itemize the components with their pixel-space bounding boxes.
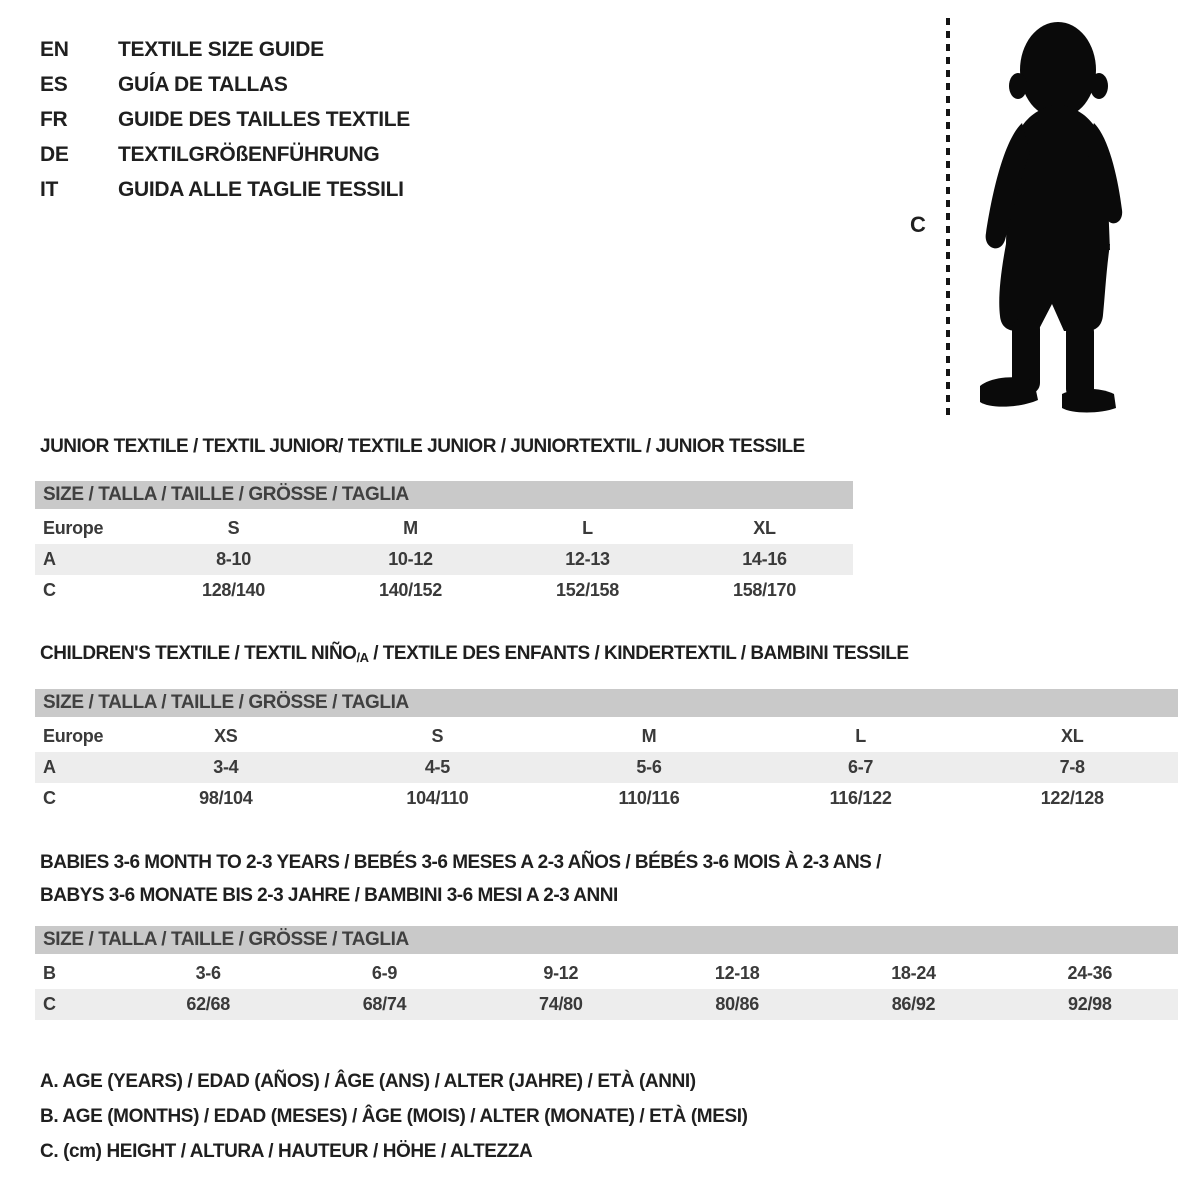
language-row-fr	[40, 102, 410, 137]
size-header-label: SIZE / TALLA / TAILLE / GRÖSSE / TAGLIA	[43, 929, 409, 950]
children-title-post: / TEXTILE DES ENFANTS / KINDERTEXTIL / BAMBINI TESSILE	[368, 643, 909, 664]
size-cell: L	[582, 518, 593, 538]
age-cell: 12-13	[565, 549, 610, 569]
size-cell: S	[227, 518, 240, 538]
language-label: TEXTILE SIZE GUIDE	[118, 37, 324, 61]
age-cell: 7-8	[1059, 757, 1085, 777]
age-cell: 5-6	[636, 757, 662, 777]
table-row-height	[35, 783, 1178, 814]
children-size-table	[35, 689, 1178, 814]
language-code: DE	[40, 142, 69, 166]
language-code: ES	[40, 72, 68, 96]
size-cell: M	[641, 726, 657, 746]
age-cell: 14-16	[742, 549, 787, 569]
height-cell: 116/122	[829, 788, 892, 808]
language-code: FR	[40, 107, 68, 131]
legend-line-a: A. AGE (YEARS) / EDAD (AÑOS) / ÂGE (ANS) / ALTER (JAHRE) / ETÀ (ANNI)	[40, 1071, 696, 1092]
legend-line-c: C. (cm) HEIGHT / ALTURA / HAUTEUR / HÖHE / ALTEZZA	[40, 1141, 533, 1162]
size-header-bar	[35, 689, 1178, 717]
table-row-height	[35, 989, 1178, 1020]
age-cell: 8-10	[216, 549, 251, 569]
height-cell: 152/158	[556, 580, 619, 600]
age-cell: 6-7	[848, 757, 874, 777]
table-row-age	[35, 752, 1178, 783]
height-measure-dashed-line	[946, 18, 950, 416]
measurement-legend	[40, 1064, 748, 1169]
age-cell: 10-12	[388, 549, 433, 569]
table-row-months	[35, 958, 1178, 989]
size-cell: XL	[753, 518, 776, 538]
row-label: Europe	[43, 726, 104, 746]
height-cell: 98/104	[199, 788, 253, 808]
age-cell: 3-4	[213, 757, 239, 777]
language-label: GUIDA ALLE TAGLIE TESSILI	[118, 177, 404, 201]
size-cell: M	[403, 518, 418, 538]
table-row-europe	[35, 513, 853, 544]
size-header-bar	[35, 926, 1178, 954]
months-cell: 3-6	[195, 963, 221, 983]
language-row-de	[40, 137, 410, 172]
junior-section-title: JUNIOR TEXTILE / TEXTIL JUNIOR/ TEXTILE JUNIOR / JUNIORTEXTIL / JUNIOR TESSILE	[40, 436, 805, 457]
table-row-europe	[35, 721, 1178, 752]
months-cell: 9-12	[543, 963, 579, 983]
size-cell: L	[855, 726, 866, 746]
language-label: TEXTILGRÖßENFÜHRUNG	[118, 142, 380, 166]
height-cell: 68/74	[362, 994, 407, 1014]
height-cell: 86/92	[891, 994, 936, 1014]
height-cell: 122/128	[1040, 788, 1104, 808]
height-cell: 140/152	[379, 580, 442, 600]
row-label: A	[43, 757, 56, 777]
row-label: C	[43, 788, 56, 808]
language-row-it	[40, 172, 410, 207]
height-cell: 80/86	[715, 994, 759, 1014]
children-title-sub: /A	[356, 650, 369, 665]
toddler-silhouette	[962, 18, 1140, 414]
language-title-block	[40, 32, 410, 207]
children-section-title	[40, 643, 909, 665]
babies-size-table	[35, 926, 1178, 1020]
junior-size-table	[35, 481, 853, 606]
months-cell: 24-36	[1067, 963, 1113, 983]
height-cell: 74/80	[539, 994, 583, 1014]
babies-title-line2: BABYS 3-6 MONATE BIS 2-3 JAHRE / BAMBINI 3-6 MESI A 2-3 ANNI	[40, 885, 618, 906]
row-label: C	[43, 580, 56, 600]
height-cell: 158/170	[733, 580, 796, 600]
size-header-label: SIZE / TALLA / TAILLE / GRÖSSE / TAGLIA	[43, 692, 409, 713]
height-cell: 128/140	[202, 580, 265, 600]
size-cell: XS	[214, 726, 238, 746]
row-label: C	[43, 994, 56, 1014]
size-cell: S	[431, 726, 444, 746]
height-cell: 62/68	[186, 994, 230, 1014]
months-cell: 12-18	[714, 963, 760, 983]
language-label: GUIDE DES TAILLES TEXTILE	[118, 107, 410, 131]
babies-section-title	[40, 846, 881, 912]
babies-title-line1: BABIES 3-6 MONTH TO 2-3 YEARS / BEBÉS 3-6 MESES A 2-3 AÑOS / BÉBÉS 3-6 MOIS À 2-3 ANS /	[40, 852, 881, 873]
months-cell: 18-24	[891, 963, 936, 983]
row-label: A	[43, 549, 56, 569]
row-label: Europe	[43, 518, 104, 538]
row-label: B	[43, 963, 56, 983]
legend-line-b: B. AGE (MONTHS) / EDAD (MESES) / ÂGE (MOIS) / ALTER (MONATE) / ETÀ (MESI)	[40, 1106, 748, 1127]
language-row-en	[40, 32, 410, 67]
height-cell: 92/98	[1068, 994, 1112, 1014]
months-cell: 6-9	[371, 963, 398, 983]
table-row-height	[35, 575, 853, 606]
language-code: IT	[40, 177, 59, 201]
children-title-pre: CHILDREN'S TEXTILE / TEXTIL NIÑO	[40, 643, 357, 664]
height-cell: 110/116	[618, 788, 680, 808]
size-header-bar	[35, 481, 853, 509]
table-row-age	[35, 544, 853, 575]
height-measure-label: C	[910, 212, 926, 237]
language-code: EN	[40, 37, 69, 61]
size-cell: XL	[1060, 726, 1084, 746]
size-header-label: SIZE / TALLA / TAILLE / GRÖSSE / TAGLIA	[43, 484, 409, 505]
language-label: GUÍA DE TALLAS	[118, 72, 288, 96]
age-cell: 4-5	[424, 757, 450, 777]
height-cell: 104/110	[406, 788, 469, 808]
language-row-es	[40, 67, 410, 102]
